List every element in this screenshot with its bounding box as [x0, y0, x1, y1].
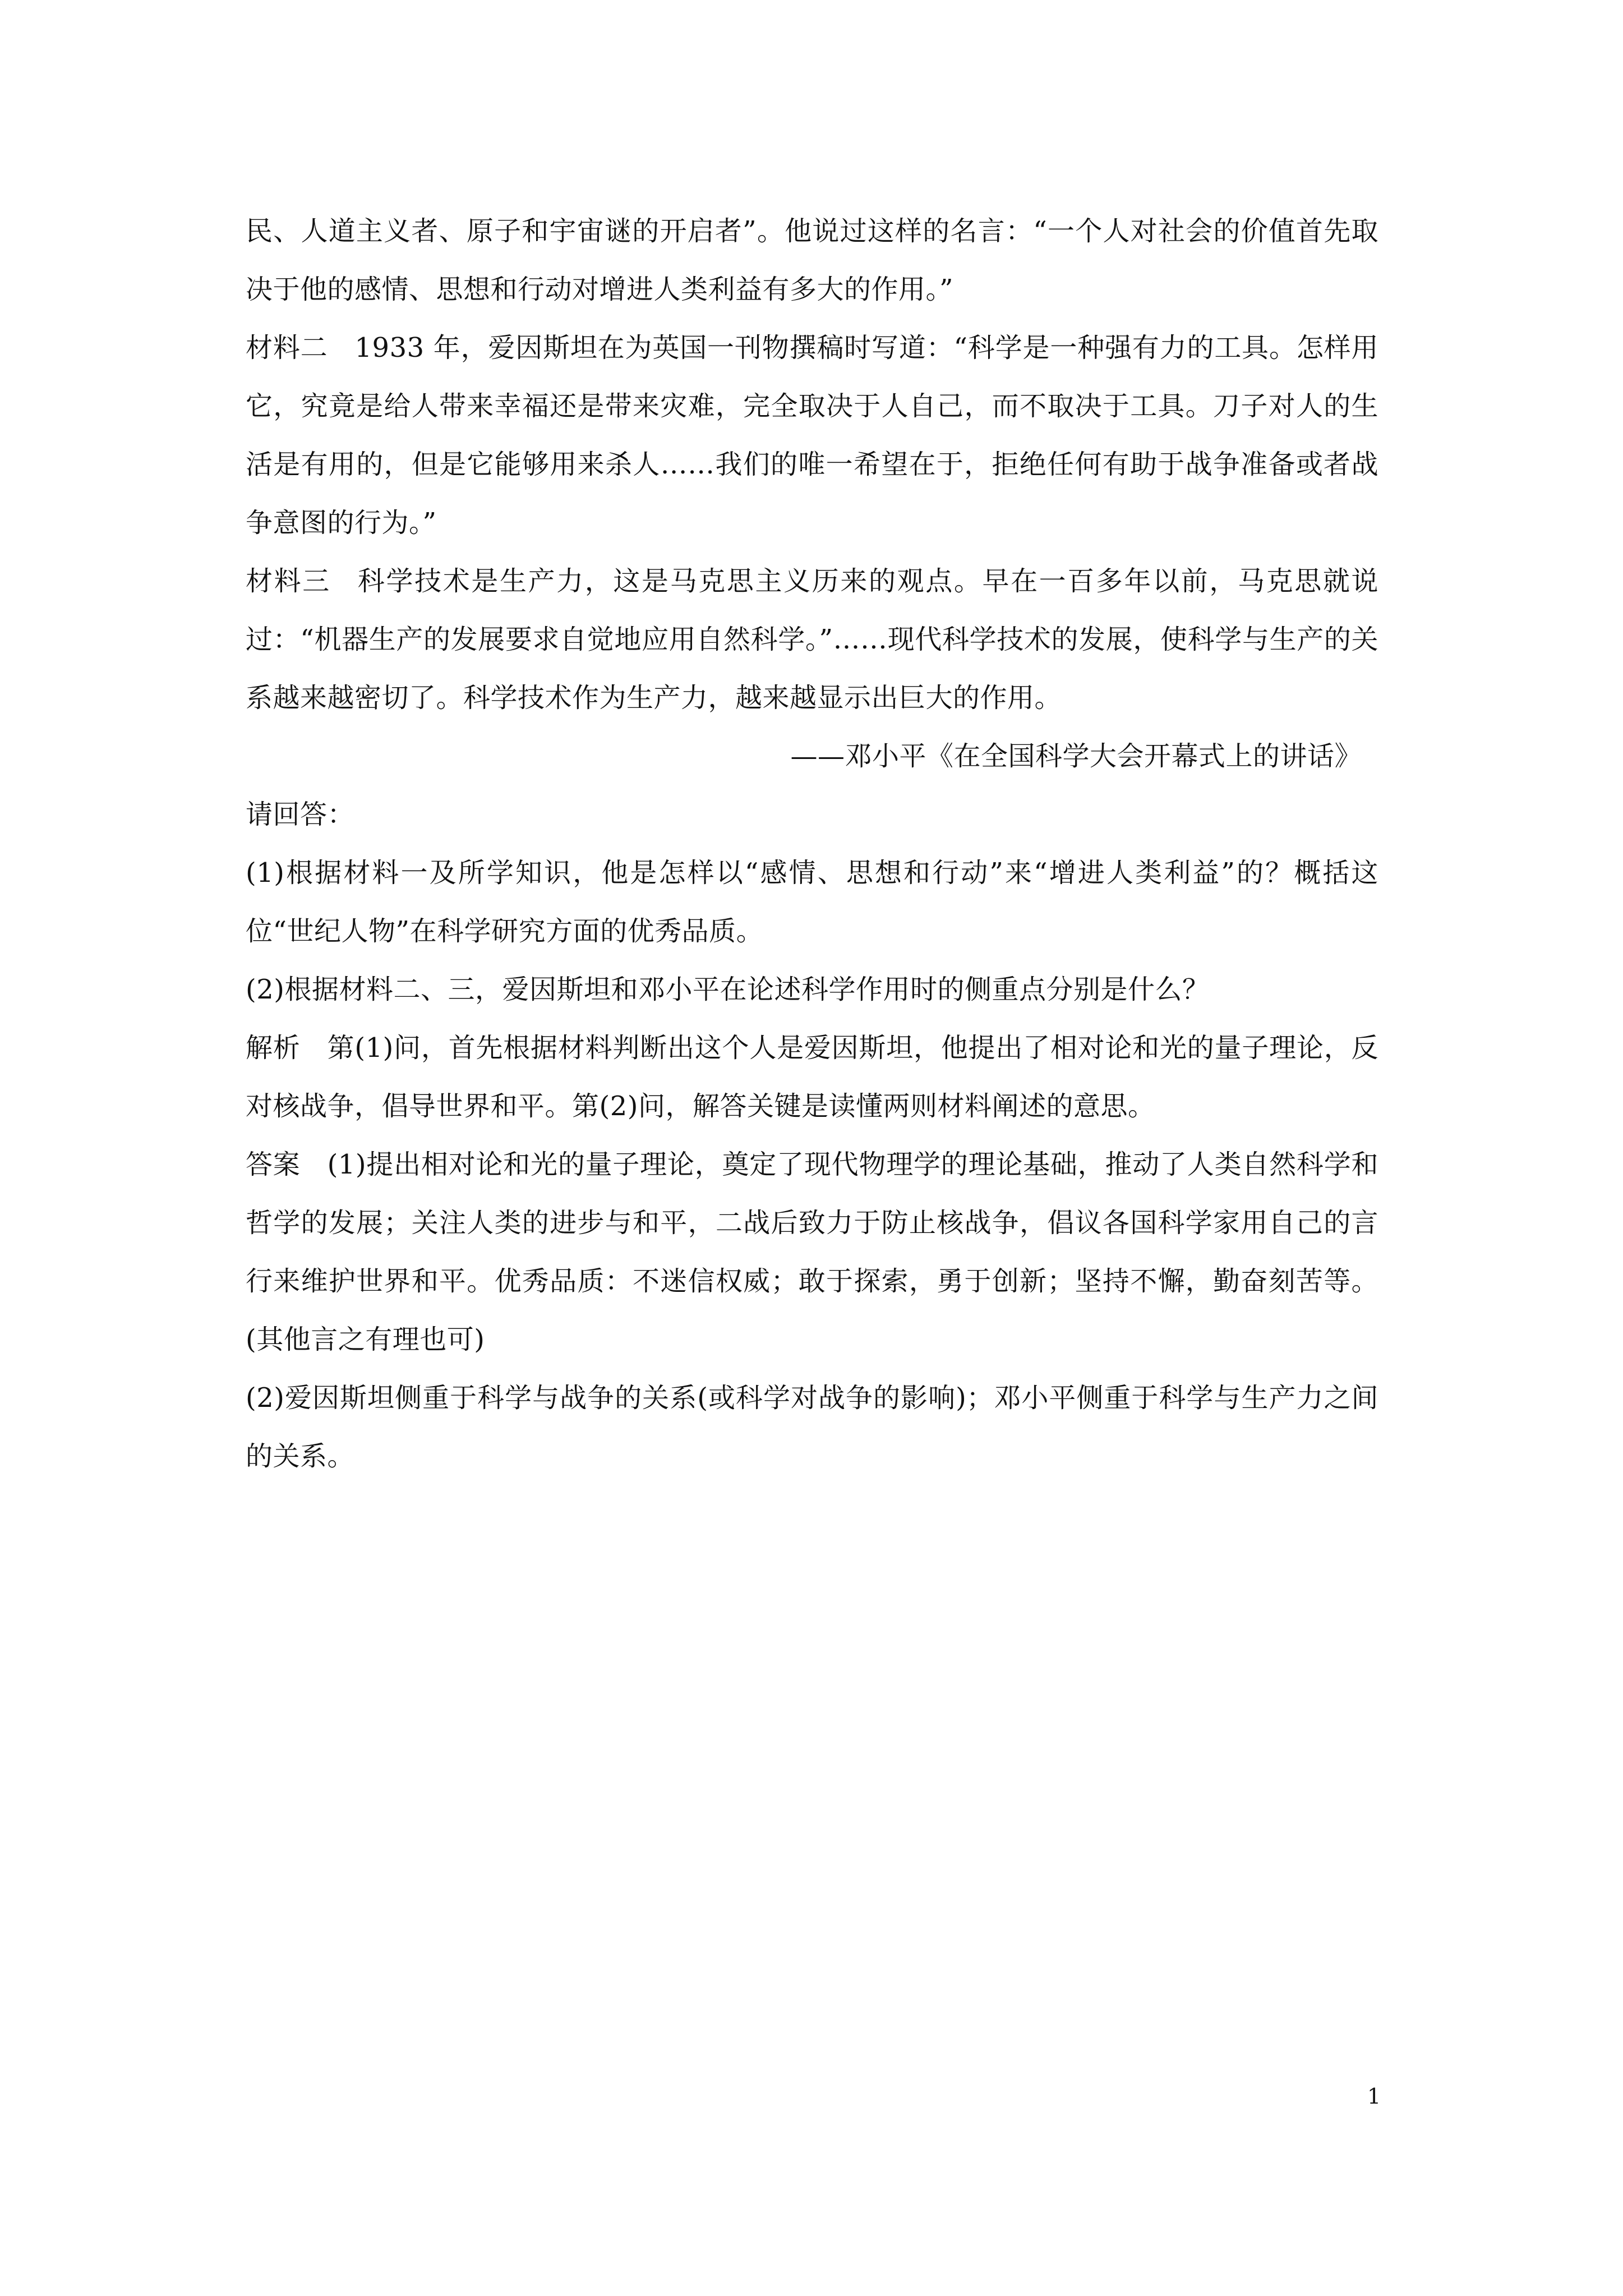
material-two — [246, 319, 1378, 552]
answer-text: (1)提出相对论和光的量子理论，奠定了现代物理学的理论基础，推动了人类自然科学和哲学的发展；关注人类的进步与和平，二战后致力于防止核战争，倡议各国科学家用自己的言行来维护世界和平。优秀品质：不迷信权威；敢于探索，勇于创新；坚持不懈，勤奋刻苦等。(其他言之有理也可) — [246, 1149, 1378, 1355]
analysis — [246, 1019, 1378, 1135]
material-three-text: 科学技术是生产力，这是马克思主义历来的观点。早在一百多年以前，马克思就说过：“机器生产的发展要求自觉地应用自然科学。”……现代科学技术的发展，使科学与生产的关系越来越密切了。科学技术作为生产力，越来越显示出巨大的作用。 — [246, 565, 1378, 714]
analysis-text: 第(1)问，首先根据材料判断出这个人是爱因斯坦，他提出了相对论和光的量子理论，反对核战争，倡导世界和平。第(2)问，解答关键是读懂两则材料阐述的意思。 — [246, 1032, 1378, 1122]
question-two: (2)根据材料二、三，爱因斯坦和邓小平在论述科学作用时的侧重点分别是什么？ — [246, 974, 1210, 1005]
question-prompt: 请回答： — [246, 799, 355, 830]
material-two-label: 材料二 — [246, 332, 328, 364]
material-three-label: 材料三 — [246, 565, 331, 597]
material-two-text: 1933 年，爱因斯坦在为英国一刊物撰稿时写道：“科学是一种强有力的工具。怎样用它，究竟是给人带来幸福还是带来灾难，完全取决于人自己，而不取决于工具。刀子对人的生活是有用的，但是它能够用来杀人……我们的唯一希望在于，拒绝任何有助于战争准备或者战争意图的行为。” — [246, 332, 1378, 539]
answer-label: 答案 — [246, 1149, 301, 1180]
page-number: 1 — [1367, 2084, 1381, 2109]
analysis-label: 解析 — [246, 1032, 301, 1064]
answer-two: (2)爱因斯坦侧重于科学与战争的关系(或科学对战争的影响)；邓小平侧重于科学与生产力之间的关系。 — [246, 1382, 1378, 1472]
material-three — [246, 552, 1378, 727]
answer — [246, 1135, 1378, 1369]
material-one-continuation: 民、人道主义者、原子和宇宙谜的开启者”。他说过这样的名言：“一个人对社会的价值首先取决于他的感情、思想和行动对增进人类利益有多大的作用。” — [246, 215, 1378, 305]
citation: ——邓小平《在全国科学大会开幕式上的讲话》 — [790, 740, 1362, 772]
document-body — [246, 202, 1378, 1485]
question-one: (1)根据材料一及所学知识，他是怎样以“感情、思想和行动”来“增进人类利益”的？概括这位“世纪人物”在科学研究方面的优秀品质。 — [246, 857, 1378, 947]
